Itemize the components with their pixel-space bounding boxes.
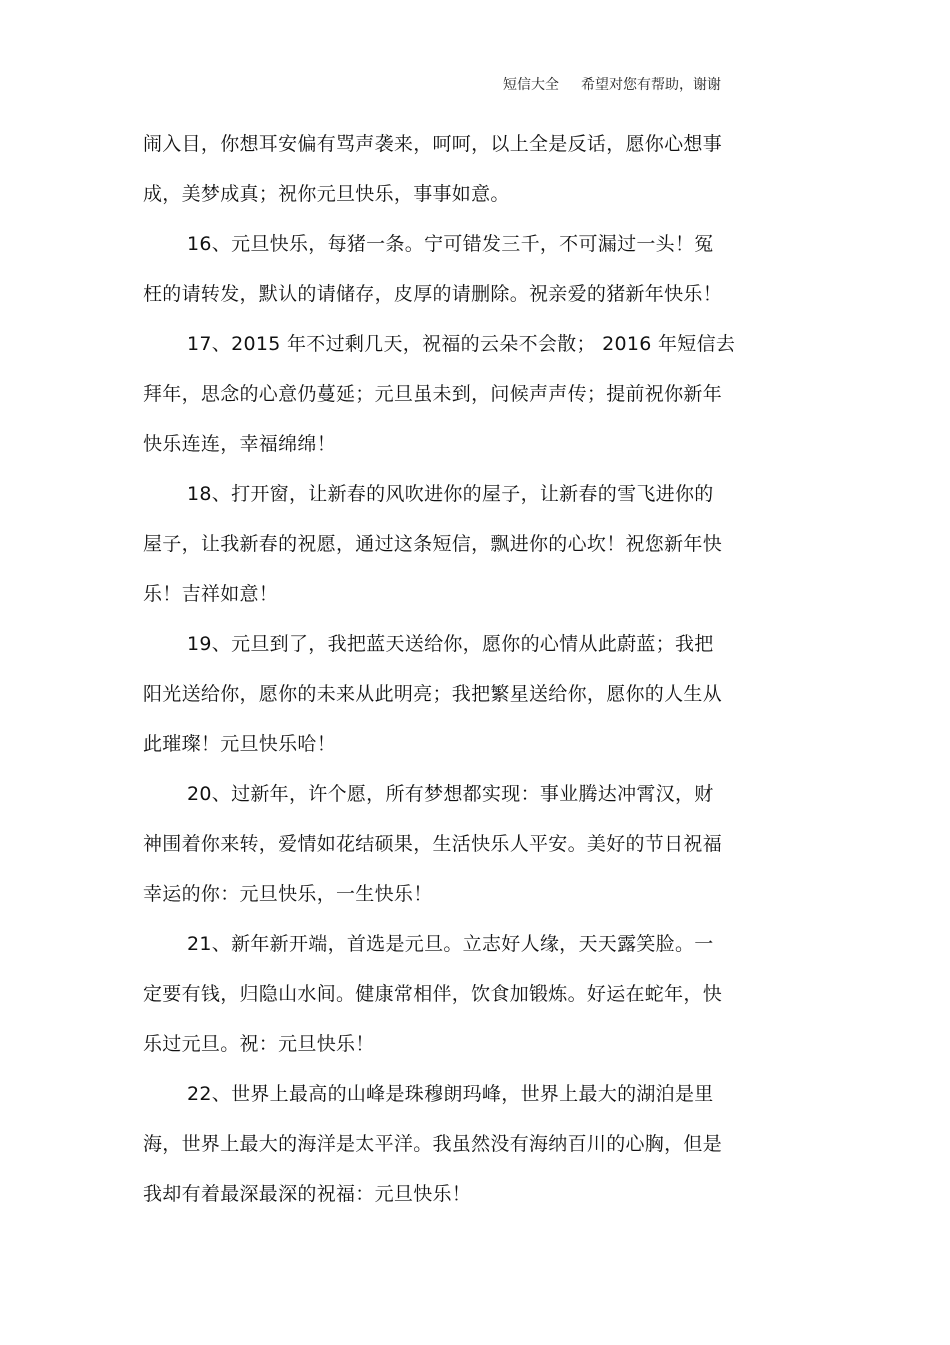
- text-line: 快乐连连，幸福绵绵！: [143, 433, 337, 455]
- text-line: 屋子，让我新春的祝愿，通过这条短信，飘进你的心坎！祝您新年快: [143, 533, 723, 555]
- paragraph-19-start: 19、元旦到了，我把蓝天送给你，愿你的心情从此蔚蓝；我把: [187, 633, 714, 655]
- page-header: [503, 74, 721, 94]
- header-right-text: 希望对您有帮助，谢谢: [581, 77, 721, 93]
- paragraph-17-start: 17、2015 年不过剩几天，祝福的云朵不会散； 2016 年短信去: [187, 333, 736, 355]
- paragraph-22-start: 22、世界上最高的山峰是珠穆朗玛峰，世界上最大的湖泊是里: [187, 1083, 714, 1105]
- text-line: 我却有着最深最深的祝福：元旦快乐！: [143, 1183, 472, 1205]
- text-line: 拜年，思念的心意仍蔓延；元旦虽未到，问候声声传；提前祝你新年: [143, 383, 723, 405]
- text-line: 枉的请转发，默认的请储存，皮厚的请删除。祝亲爱的猪新年快乐！: [143, 283, 723, 305]
- paragraph-20-start: 20、过新年，许个愿，所有梦想都实现：事业腾达冲霄汉，财: [187, 783, 714, 805]
- text-line: 闹入目，你想耳安偏有骂声袭来，呵呵，以上全是反话，愿你心想事: [143, 133, 723, 155]
- text-line: 阳光送给你，愿你的未来从此明亮；我把繁星送给你，愿你的人生从: [143, 683, 723, 705]
- text-line: 成，美梦成真；祝你元旦快乐，事事如意。: [143, 183, 510, 205]
- text-line: 乐！吉祥如意！: [143, 583, 279, 605]
- text-line: 幸运的你：元旦快乐，一生快乐！: [143, 883, 433, 905]
- text-line: 此璀璨！元旦快乐哈！: [143, 733, 337, 755]
- text-line: 乐过元旦。祝：元旦快乐！: [143, 1033, 375, 1055]
- paragraph-16-start: 16、元旦快乐，每猪一条。宁可错发三千，不可漏过一头！冤: [187, 233, 714, 255]
- header-left-text: 短信大全: [503, 77, 559, 93]
- text-line: 定要有钱，归隐山水间。健康常相伴，饮食加锻炼。好运在蛇年，快: [143, 983, 723, 1005]
- text-line: 海，世界上最大的海洋是太平洋。我虽然没有海纳百川的心胸，但是: [143, 1133, 723, 1155]
- paragraph-21-start: 21、新年新开端，首选是元旦。立志好人缘，天天露笑脸。一: [187, 933, 714, 955]
- text-line: 神围着你来转，爱情如花结硕果，生活快乐人平安。美好的节日祝福: [143, 833, 723, 855]
- paragraph-18-start: 18、打开窗，让新春的风吹进你的屋子，让新春的雪飞进你的: [187, 483, 714, 505]
